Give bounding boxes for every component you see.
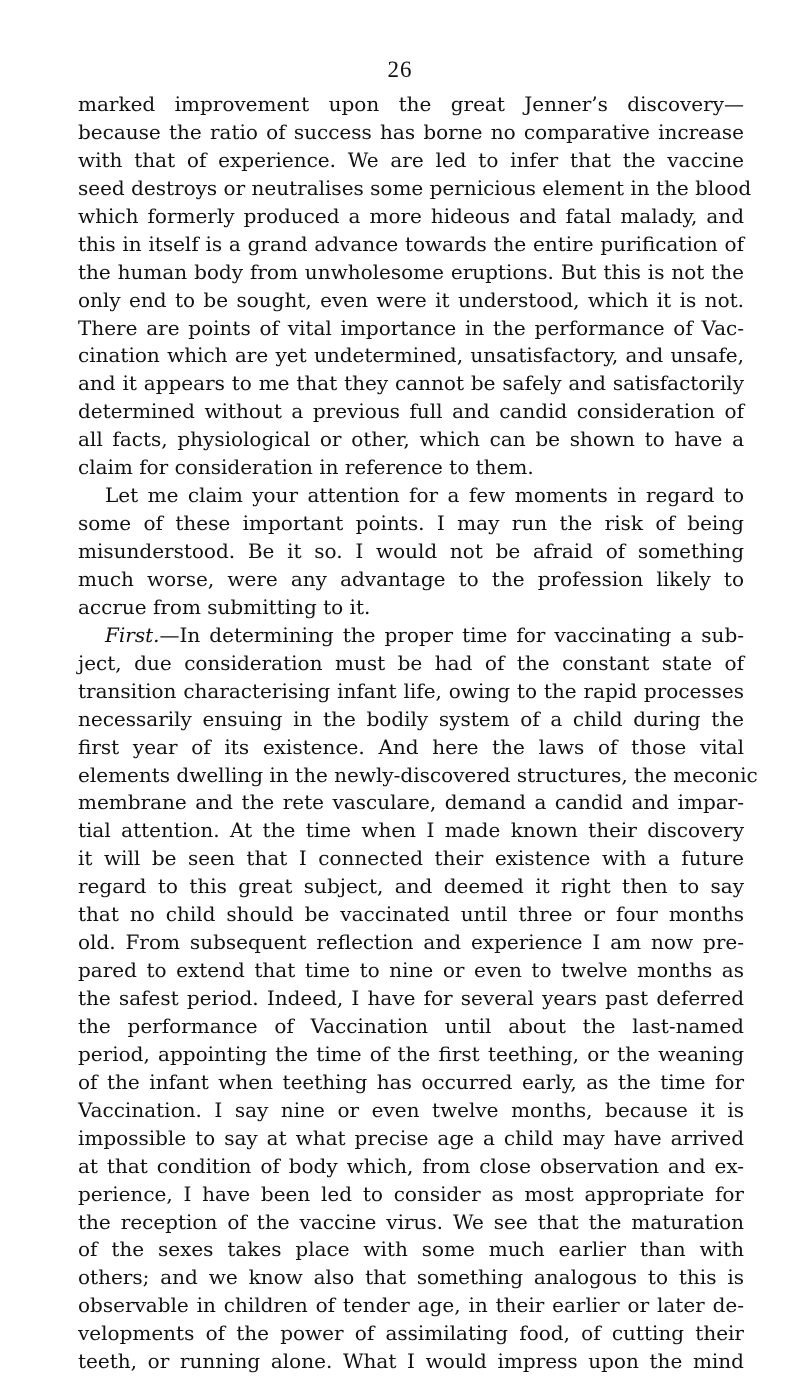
paragraph-2 [78,482,744,622]
text-line: some of these important points. I may run the risk of being [78,511,744,536]
text-line-rest: —In determining the proper time for vaccinating a sub- [159,622,744,647]
text-line: all facts, physiological or other, which can be shown to have a [78,427,744,452]
text-line: There are points of vital importance in the performance of Vac- [78,315,744,340]
text-line: teeth, or running alone. What I would impress upon the mind [78,1349,744,1374]
paragraph-1 [78,91,752,482]
text-line: it will be seen that I connected their existence with a future [78,846,744,871]
text-line: that no child should be vaccinated until three or four months [78,902,744,927]
section-lead-italic: First. [105,622,160,647]
text-line: first year of its existence. And here the laws of those vital [78,734,744,759]
text-line: at that condition of body which, from close observation and ex- [78,1153,744,1178]
text-line: because the ratio of success has borne no comparative increase [78,119,744,144]
text-line: determined without a previous full and candid consideration of [78,399,744,424]
text-line: tial attention. At the time when I made known their discovery [78,818,744,843]
text-line: cination which are yet undetermined, unsatisfactory, and unsafe, [78,343,744,368]
text-line: accrue from submitting to it. [78,594,371,619]
text-line: only end to be sought, even were it understood, which it is not. [78,287,744,312]
page-number: 26 [387,57,413,82]
text-line: observable in children of tender age, in their earlier or later de- [78,1293,744,1318]
text-line: seed destroys or neutralises some pernicious element in the blood [78,175,752,200]
text-line: impossible to say at what precise age a child may have arrived [78,1125,744,1150]
text-line: much worse, were any advantage to the profession likely to [78,566,744,591]
paragraph-3 [78,622,758,1376]
text-line: the reception of the vaccine virus. We see that the maturation [78,1209,744,1234]
text-line: elements dwelling in the newly-discovered structures, the meconic [78,762,758,787]
text-line: misunderstood. Be it so. I would not be afraid of something [78,539,744,563]
text-line: old. From subsequent reflection and experience I am now pre- [78,930,744,955]
text-line: pared to extend that time to nine or even to twelve months as [78,958,744,983]
text-line: the performance of Vaccination until about the last-named [78,1013,744,1038]
text-line: of the infant when teething has occurred early, as the time for [78,1069,744,1094]
text-line: the human body from unwholesome eruptions. But this is not the [78,259,744,284]
text-line: membrane and the rete vasculare, demand a candid and impar- [78,790,744,815]
text-line: regard to this great subject, and deemed it right then to say [78,874,744,899]
text-line: which formerly produced a more hideous and fatal malady, and [78,203,744,228]
text-line: and it appears to me that they cannot be safely and satisfactorily [78,371,744,396]
text-line: of the sexes takes place with some much earlier than with [78,1237,744,1262]
text-line: Let me claim your attention for a few moments in regard to [105,483,744,508]
text-line: perience, I have been led to consider as most appropriate for [78,1181,744,1206]
text-line [78,622,744,650]
text-line: period, appointing the time of the first teething, or the weaning [78,1041,744,1066]
text-line: necessarily ensuing in the bodily system of a child during the [78,706,744,731]
text-line: claim for consideration in reference to them. [78,455,534,480]
text-line: transition characterising infant life, owing to the rapid processes [78,678,744,703]
text-line: velopments of the power of assimilating food, of cutting their [78,1321,744,1346]
body-text [78,91,758,1376]
text-line: Vaccination. I say nine or even twelve months, because it is [78,1097,744,1122]
text-line: this in itself is a grand advance towards the entire purification of [78,231,744,256]
text-line: the safest period. Indeed, I have for several years past deferred [78,986,744,1010]
text-line: ject, due consideration must be had of the constant state of [78,650,744,675]
text-line: others; and we know also that something analogous to this is [78,1265,744,1290]
text-line: with that of experience. We are led to infer that the vaccine [78,147,744,172]
text-line: marked improvement upon the great Jenner’s discovery— [78,92,744,116]
